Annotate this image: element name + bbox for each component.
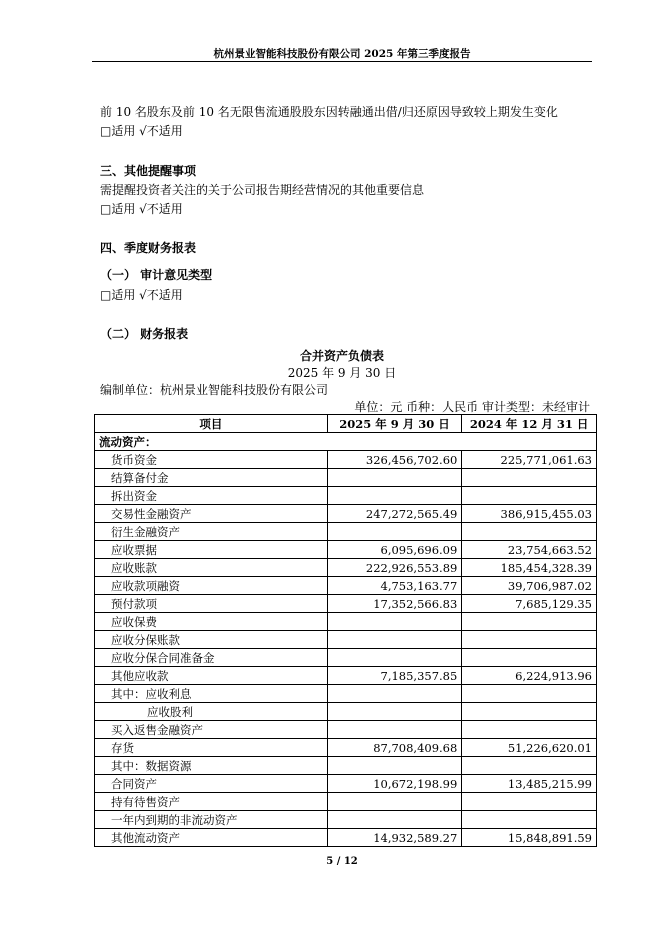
row-value-2025 (327, 811, 462, 829)
row-item-label: 存货 (95, 739, 328, 757)
table-row (95, 559, 597, 577)
preparer: 编制单位：杭州景业智能科技股份有限公司 (100, 383, 329, 397)
other-title: 三、其他提醒事项 (100, 164, 197, 178)
row-item-label: 预付款项 (95, 595, 328, 613)
table-row (95, 667, 597, 685)
row-item-label: 其中：数据资源 (95, 757, 328, 775)
row-value-2025 (327, 487, 462, 505)
row-value-2025 (327, 631, 462, 649)
row-value-2025 (327, 685, 462, 703)
row-value-2025: 4,753,163.77 (327, 577, 462, 595)
row-value-2024 (462, 685, 597, 703)
header-rule (92, 61, 592, 62)
table-row (95, 739, 597, 757)
table-row (95, 649, 597, 667)
row-item-label: 应收账款 (95, 559, 328, 577)
row-value-2025: 10,672,198.99 (327, 775, 462, 793)
row-value-2025 (327, 649, 462, 667)
row-value-2025 (327, 793, 462, 811)
row-value-2025 (327, 757, 462, 775)
row-value-2024 (462, 721, 597, 739)
row-item-label: 应收票据 (95, 541, 328, 559)
row-item-label: 其他应收款 (95, 667, 328, 685)
row-item-label: 应收分保账款 (95, 631, 328, 649)
fin-title: 四、季度财务报表 (100, 241, 197, 255)
row-item-label: 结算备付金 (95, 469, 328, 487)
row-item-label: 一年内到期的非流动资产 (95, 811, 328, 829)
row-value-2025: 87,708,409.68 (327, 739, 462, 757)
row-value-2024 (462, 631, 597, 649)
audit-choice: □适用 √不适用 (100, 288, 183, 302)
row-item-label: 交易性金融资产 (95, 505, 328, 523)
row-item-label: 合同资产 (95, 775, 328, 793)
row-value-2025 (327, 721, 462, 739)
balance-sheet-table (94, 414, 597, 847)
row-value-2024 (462, 469, 597, 487)
row-value-2025: 7,185,357.85 (327, 667, 462, 685)
table-row (95, 577, 597, 595)
row-value-2024: 185,454,328.39 (462, 559, 597, 577)
balance-sheet-title: 合并资产负债表 (299, 349, 384, 363)
row-value-2024: 6,224,913.96 (462, 667, 597, 685)
row-value-2025 (327, 469, 462, 487)
row-item-label: 买入返售金融资产 (95, 721, 328, 739)
table-row (95, 703, 597, 721)
column-header-2024: 2024 年 12 月 31 日 (462, 415, 597, 433)
row-value-2024 (462, 703, 597, 721)
row-value-2025: 326,456,702.60 (327, 451, 462, 469)
row-value-2025: 247,272,565.49 (327, 505, 462, 523)
row-value-2024 (462, 613, 597, 631)
row-value-2025: 222,926,553.89 (327, 559, 462, 577)
row-value-2024: 386,915,455.03 (462, 505, 597, 523)
row-value-2025 (327, 613, 462, 631)
table-row (95, 451, 597, 469)
table-row (95, 523, 597, 541)
row-item-label: 衍生金融资产 (95, 523, 328, 541)
row-item-label: 应收款项融资 (95, 577, 328, 595)
column-header-item: 项目 (95, 415, 328, 433)
table-row (95, 487, 597, 505)
row-value-2024: 7,685,129.35 (462, 595, 597, 613)
row-value-2025 (327, 523, 462, 541)
row-item-label: 其他流动资产 (95, 829, 328, 847)
other-choice: □适用 √不适用 (100, 202, 183, 216)
table-row (95, 721, 597, 739)
row-item-label: 应收股利 (95, 703, 328, 721)
table-row (95, 793, 597, 811)
row-item-label: 应收分保合同准备金 (95, 649, 328, 667)
table-row (95, 613, 597, 631)
table-row (95, 631, 597, 649)
row-value-2024: 225,771,061.63 (462, 451, 597, 469)
balance-sheet-date: 2025 年 9 月 30 日 (287, 366, 397, 380)
lending-note: 前 10 名股东及前 10 名无限售流通股股东因转融通出借/归还原因导致较上期发生变化 (100, 105, 558, 119)
table-row (95, 505, 597, 523)
row-value-2025: 14,932,589.27 (327, 829, 462, 847)
row-value-2024 (462, 649, 597, 667)
table-row (95, 541, 597, 559)
audit-title: （一） 审计意见类型 (100, 268, 213, 282)
row-value-2024 (462, 793, 597, 811)
row-value-2024: 23,754,663.52 (462, 541, 597, 559)
row-value-2024: 15,848,891.59 (462, 829, 597, 847)
row-value-2025 (327, 703, 462, 721)
row-item-label: 其中：应收利息 (95, 685, 328, 703)
row-value-2025: 17,352,566.83 (327, 595, 462, 613)
row-value-2024: 51,226,620.01 (462, 739, 597, 757)
row-item-label: 应收保费 (95, 613, 328, 631)
table-row (95, 469, 597, 487)
table-header-row (95, 415, 597, 433)
row-value-2024 (462, 487, 597, 505)
table-row (95, 433, 597, 451)
lending-choice: □适用 √不适用 (100, 124, 183, 138)
table-row (95, 829, 597, 847)
row-value-2024: 39,706,987.02 (462, 577, 597, 595)
row-value-2024 (462, 523, 597, 541)
page-number: 5 / 12 (326, 856, 358, 867)
table-row (95, 685, 597, 703)
row-item-label: 拆出资金 (95, 487, 328, 505)
table-row (95, 595, 597, 613)
units-line: 单位：元 币种：人民币 审计类型：未经审计 (354, 400, 590, 414)
column-header-2025: 2025 年 9 月 30 日 (327, 415, 462, 433)
table-row (95, 775, 597, 793)
other-text: 需提醒投资者关注的关于公司报告期经营情况的其他重要信息 (100, 183, 425, 197)
row-value-2024 (462, 811, 597, 829)
row-value-2024 (462, 757, 597, 775)
report-header: 杭州景业智能科技股份有限公司 2025 年第三季度报告 (213, 48, 471, 60)
row-item-label: 持有待售资产 (95, 793, 328, 811)
row-value-2025: 6,095,696.09 (327, 541, 462, 559)
row-value-2024: 13,485,215.99 (462, 775, 597, 793)
table-row (95, 757, 597, 775)
table-row (95, 811, 597, 829)
row-item-label: 流动资产： (95, 433, 597, 451)
statements-title: （二） 财务报表 (100, 327, 189, 341)
row-item-label: 货币资金 (95, 451, 328, 469)
